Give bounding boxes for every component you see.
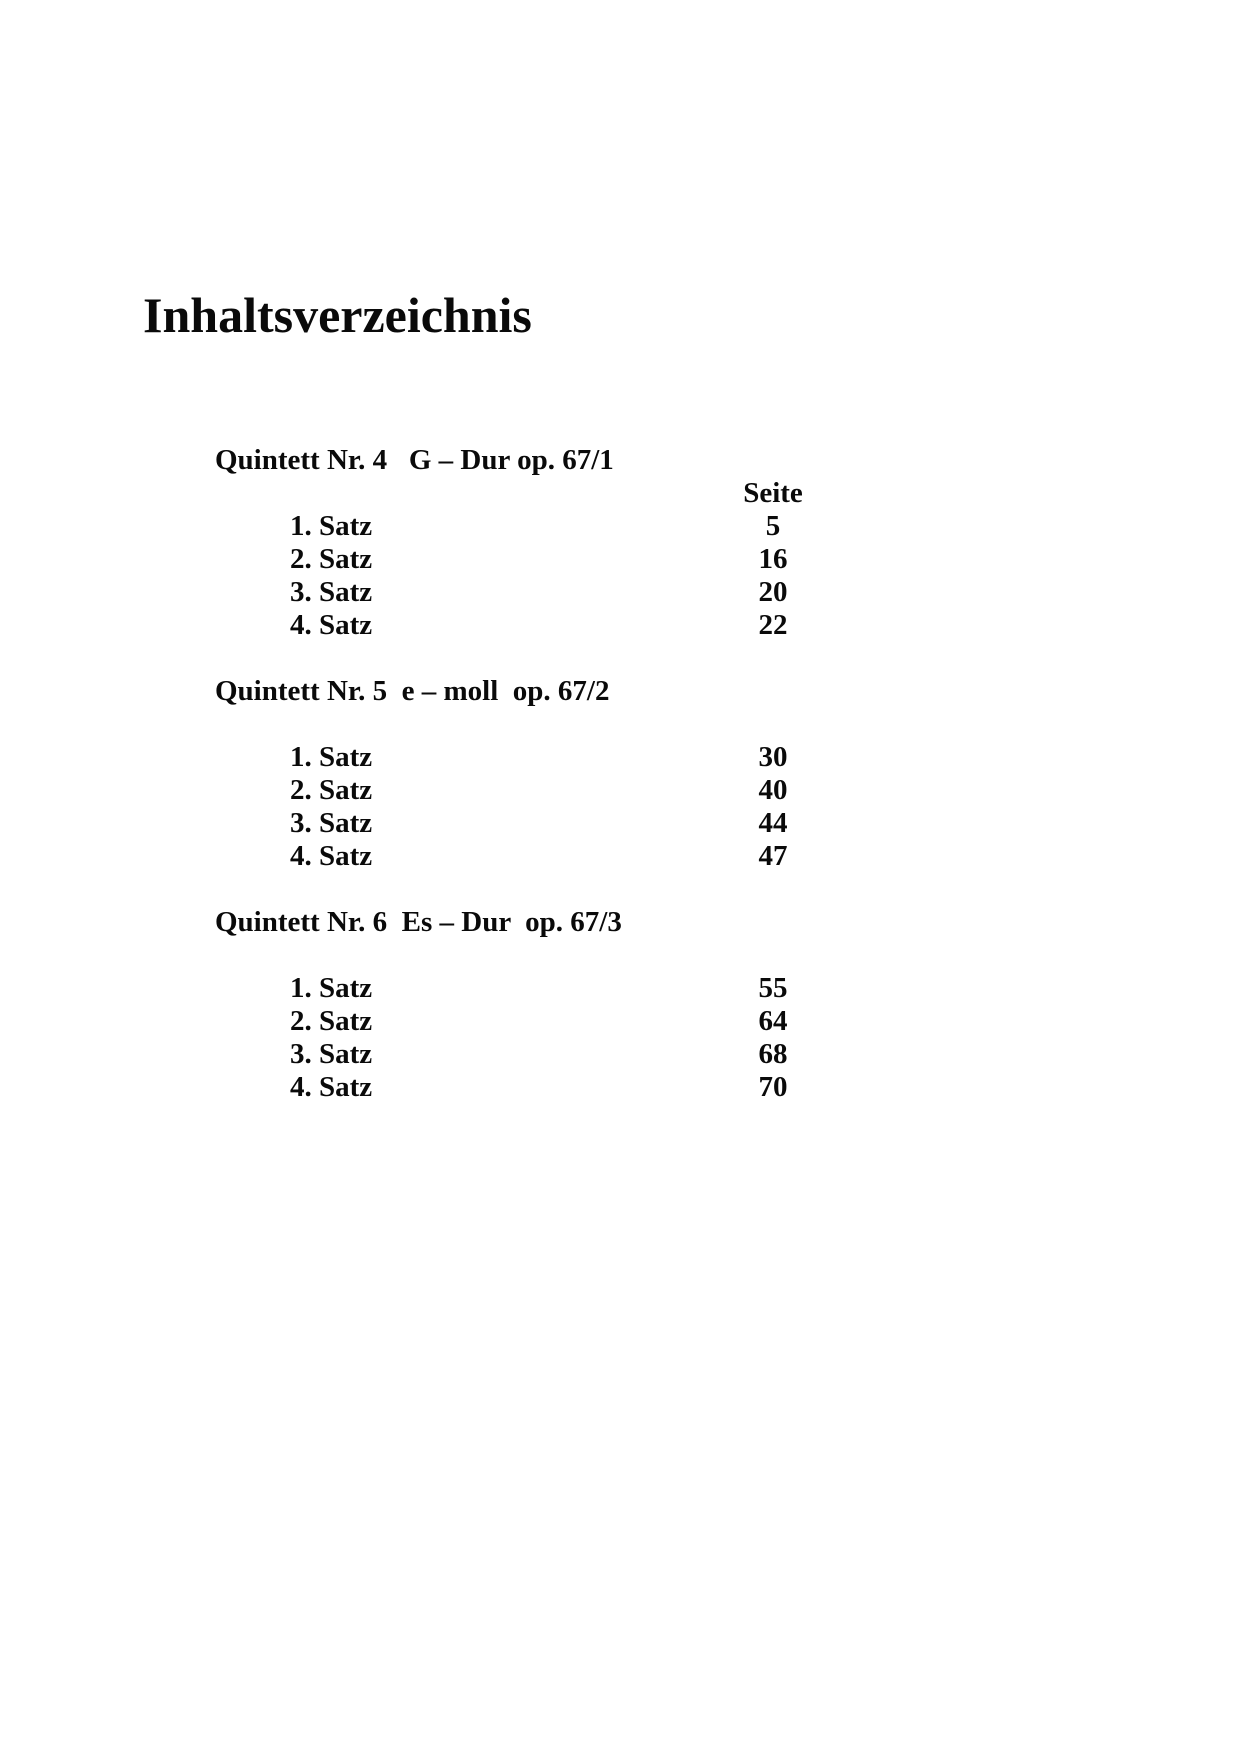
- movement-label: 1. Satz: [290, 972, 373, 1004]
- toc-row: [215, 774, 915, 807]
- toc-row: [215, 1071, 915, 1104]
- section-heading: Quintett Nr. 4 G – Dur op. 67/1: [215, 444, 614, 476]
- page-number: 20: [758, 576, 788, 608]
- movement-label: 1. Satz: [290, 741, 373, 773]
- page-number: 22: [758, 609, 788, 641]
- toc-row: [215, 972, 915, 1005]
- movement-label: 2. Satz: [290, 543, 373, 575]
- toc-section-quintett-5: [215, 675, 915, 873]
- movement-label: 4. Satz: [290, 1071, 373, 1103]
- page-number: 16: [758, 543, 788, 575]
- toc-section-quintett-6: [215, 906, 915, 1104]
- toc-row: [215, 576, 915, 609]
- page-number: 5: [765, 510, 781, 542]
- page-number: 64: [758, 1005, 788, 1037]
- toc-row: [215, 609, 915, 642]
- toc-row: [215, 1005, 915, 1038]
- movement-label: 3. Satz: [290, 807, 373, 839]
- page-number: 55: [758, 972, 788, 1004]
- movement-label: 2. Satz: [290, 774, 373, 806]
- movement-label: 3. Satz: [290, 576, 373, 608]
- page-number: 47: [758, 840, 788, 872]
- section-heading: Quintett Nr. 6 Es – Dur op. 67/3: [215, 906, 622, 938]
- section-heading: Quintett Nr. 5 e – moll op. 67/2: [215, 675, 610, 707]
- toc-row: [215, 510, 915, 543]
- movement-label: 1. Satz: [290, 510, 373, 542]
- movement-label: 4. Satz: [290, 609, 373, 641]
- movement-label: 3. Satz: [290, 1038, 373, 1070]
- toc-row: [215, 543, 915, 576]
- page-number: 40: [758, 774, 788, 806]
- toc-row: [215, 1038, 915, 1071]
- toc-section-quintett-4: [215, 444, 915, 642]
- page-number: 44: [758, 807, 788, 839]
- page-column-header: Seite: [743, 477, 803, 509]
- toc-row: [215, 741, 915, 774]
- toc-row: [215, 840, 915, 873]
- page-column-header-row: [215, 477, 915, 510]
- page-title: Inhaltsverzeichnis: [143, 287, 532, 343]
- table-of-contents: [215, 444, 915, 1104]
- page-number: 70: [758, 1071, 788, 1103]
- toc-row: [215, 807, 915, 840]
- movement-label: 2. Satz: [290, 1005, 373, 1037]
- page-number: 68: [758, 1038, 788, 1070]
- page-number: 30: [758, 741, 788, 773]
- movement-label: 4. Satz: [290, 840, 373, 872]
